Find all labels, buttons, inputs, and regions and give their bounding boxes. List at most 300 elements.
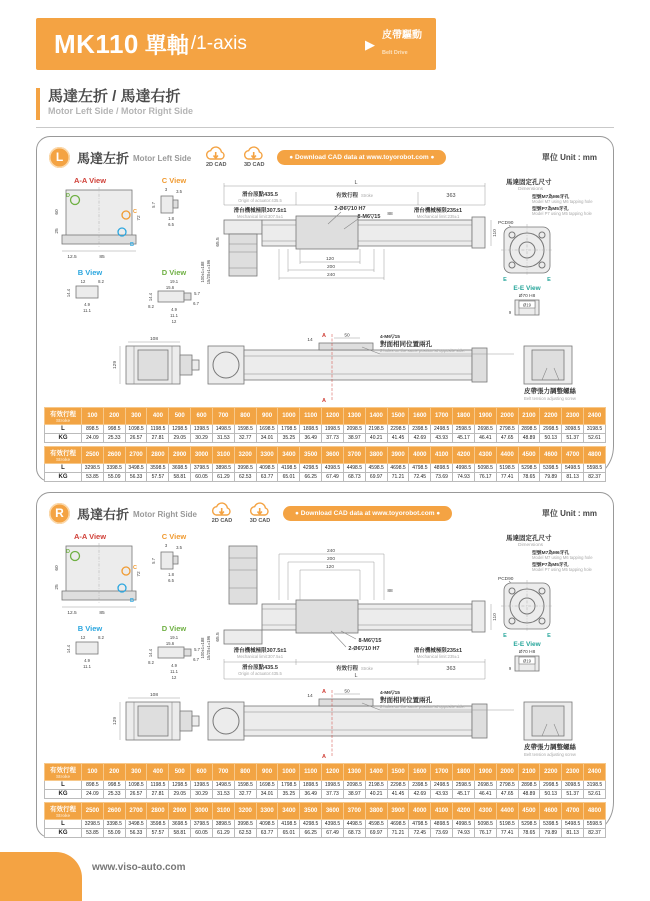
value-cell: 57.57 bbox=[147, 473, 169, 482]
value-cell: 42.69 bbox=[409, 790, 431, 799]
value-cell: 34.01 bbox=[256, 790, 278, 799]
panel-right-header bbox=[37, 493, 613, 527]
svg-text:對面相同位置兩孔: 對面相同位置兩孔 bbox=[380, 341, 432, 348]
value-cell: 35.25 bbox=[278, 790, 300, 799]
svg-text:129: 129 bbox=[113, 716, 118, 726]
value-cell: 4298.5 bbox=[300, 820, 322, 829]
section-marker-a: A bbox=[322, 689, 326, 695]
value-cell: 77.41 bbox=[496, 473, 518, 482]
svg-text:9: 9 bbox=[508, 310, 512, 315]
value-cell: 40.21 bbox=[365, 434, 387, 443]
value-cell: 4798.5 bbox=[409, 464, 431, 473]
e-marker: E bbox=[503, 633, 507, 639]
value-cell: 2798.5 bbox=[496, 425, 518, 434]
stroke-column-header: 4500 bbox=[518, 447, 540, 464]
svg-text:8.2: 8.2 bbox=[98, 635, 104, 640]
svg-text:50: 50 bbox=[344, 689, 350, 695]
stroke-column-header: 400 bbox=[147, 408, 169, 425]
svg-text:110: 110 bbox=[493, 229, 498, 237]
cad-2d-label: 2D CAD bbox=[205, 162, 227, 168]
stroke-column-header: 4000 bbox=[409, 447, 431, 464]
value-cell: 27.81 bbox=[147, 790, 169, 799]
value-cell: 52.61 bbox=[584, 790, 606, 799]
value-cell: 65.01 bbox=[278, 829, 300, 838]
unit-label: 單位 Unit : mm bbox=[541, 508, 597, 518]
stroke-column-header: 4700 bbox=[562, 447, 584, 464]
value-cell: 58.81 bbox=[169, 473, 191, 482]
svg-text:Model M7 using M6 tapping hole: Model M7 using M6 tapping hole bbox=[532, 199, 593, 204]
e-marker: E bbox=[503, 277, 507, 283]
value-cell: 47.65 bbox=[496, 434, 518, 443]
svg-text:B View: B View bbox=[77, 268, 103, 277]
value-cell: 72.45 bbox=[409, 829, 431, 838]
svg-text:12.5: 12.5 bbox=[67, 611, 77, 616]
value-cell: 1198.5 bbox=[147, 781, 169, 790]
svg-text:3.5: 3.5 bbox=[176, 189, 182, 194]
motor-left-main-drawing bbox=[38, 172, 612, 330]
value-cell: 4998.5 bbox=[453, 820, 475, 829]
svg-text:85: 85 bbox=[99, 611, 105, 616]
svg-text:88: 88 bbox=[387, 589, 393, 594]
value-cell: 3198.5 bbox=[584, 781, 606, 790]
unit-label: 單位 Unit : mm bbox=[541, 152, 597, 162]
svg-text:6.5: 6.5 bbox=[168, 222, 174, 227]
value-cell: 35.25 bbox=[278, 434, 300, 443]
value-cell: 2098.5 bbox=[343, 425, 365, 434]
value-cell: 71.21 bbox=[387, 829, 409, 838]
stroke-column-header: 1700 bbox=[431, 408, 453, 425]
stroke-column-header: 3800 bbox=[365, 447, 387, 464]
marker-b: B bbox=[130, 242, 134, 248]
row-label: KG bbox=[45, 434, 82, 443]
value-cell: 25.33 bbox=[103, 790, 125, 799]
value-cell: 47.65 bbox=[496, 790, 518, 799]
footer-url: www.viso-auto.com bbox=[92, 862, 186, 873]
stroke-header-cell: 有效行程 Stroke bbox=[45, 764, 82, 781]
stroke-column-header: 1400 bbox=[365, 408, 387, 425]
value-cell: 32.77 bbox=[234, 434, 256, 443]
value-cell: 4998.5 bbox=[453, 464, 475, 473]
svg-text:72: 72 bbox=[137, 571, 142, 577]
value-cell: 79.89 bbox=[540, 829, 562, 838]
svg-text:25: 25 bbox=[55, 584, 60, 590]
value-cell: 4798.5 bbox=[409, 820, 431, 829]
svg-text:108: 108 bbox=[149, 337, 159, 342]
row-label: L bbox=[45, 820, 82, 829]
stroke-column-header: 2500 bbox=[82, 803, 104, 820]
svg-text:14: 14 bbox=[307, 338, 313, 343]
cloud-download-icon bbox=[203, 146, 229, 163]
svg-text:PCD90: PCD90 bbox=[498, 221, 514, 226]
stroke-column-header: 1400 bbox=[365, 764, 387, 781]
svg-text:108: 108 bbox=[149, 693, 159, 698]
belt-tension-view bbox=[524, 346, 577, 401]
svg-text:A-A View: A-A View bbox=[73, 532, 107, 541]
value-cell: 3398.5 bbox=[103, 820, 125, 829]
svg-text:100±1=188: 100±1=188 bbox=[200, 637, 205, 659]
svg-text:6.7: 6.7 bbox=[193, 657, 199, 662]
value-cell: 1398.5 bbox=[191, 425, 213, 434]
value-cell: 71.21 bbox=[387, 473, 409, 482]
value-cell: 1498.5 bbox=[212, 425, 234, 434]
value-cell: 4598.5 bbox=[365, 464, 387, 473]
value-cell: 2498.5 bbox=[431, 781, 453, 790]
stroke-table-1 bbox=[44, 763, 606, 799]
value-cell: 78.65 bbox=[518, 829, 540, 838]
stroke-column-header: 4400 bbox=[496, 803, 518, 820]
value-cell: 5198.5 bbox=[496, 464, 518, 473]
svg-text:皮帶張力調整螺絲: 皮帶張力調整螺絲 bbox=[524, 388, 576, 395]
marker-b: B bbox=[130, 598, 134, 604]
svg-text:5.7: 5.7 bbox=[194, 291, 200, 296]
aa-view bbox=[54, 176, 142, 260]
value-cell: 38.97 bbox=[343, 434, 365, 443]
svg-text:3.5: 3.5 bbox=[176, 545, 182, 550]
value-cell: 2598.5 bbox=[453, 781, 475, 790]
svg-text:11.1: 11.1 bbox=[83, 308, 91, 313]
stroke-column-header: 500 bbox=[169, 764, 191, 781]
stroke-column-header: 2700 bbox=[125, 447, 147, 464]
arrow-icon: ▶ bbox=[365, 36, 375, 52]
drive-type-en: Belt Drive bbox=[382, 49, 408, 56]
table-row bbox=[45, 473, 606, 482]
value-cell: 4898.5 bbox=[431, 464, 453, 473]
stroke-column-header: 900 bbox=[256, 764, 278, 781]
value-cell: 1398.5 bbox=[191, 781, 213, 790]
value-cell: 69.97 bbox=[365, 829, 387, 838]
value-cell: 61.29 bbox=[212, 473, 234, 482]
table-row bbox=[45, 781, 606, 790]
value-cell: 30.29 bbox=[191, 434, 213, 443]
value-cell: 31.53 bbox=[212, 434, 234, 443]
value-cell: 48.89 bbox=[518, 434, 540, 443]
value-cell: 29.05 bbox=[169, 434, 191, 443]
value-cell: 5198.5 bbox=[496, 820, 518, 829]
b-view bbox=[66, 268, 105, 313]
table-row bbox=[45, 434, 606, 443]
svg-text:15.6: 15.6 bbox=[165, 285, 175, 290]
value-cell: 66.25 bbox=[300, 829, 322, 838]
stroke-column-header: 500 bbox=[169, 408, 191, 425]
value-cell: 3698.5 bbox=[169, 464, 191, 473]
cad-3d-button[interactable] bbox=[247, 502, 273, 524]
svg-text:15/20±1=196: 15/20±1=196 bbox=[206, 259, 211, 285]
cad-2d-button[interactable] bbox=[203, 146, 229, 168]
value-cell: 65.01 bbox=[278, 473, 300, 482]
stroke-column-header: 1800 bbox=[453, 764, 475, 781]
svg-text:50: 50 bbox=[344, 333, 350, 339]
download-cad-link[interactable]: ● Download CAD data at www.toyorobot.com ● bbox=[277, 150, 446, 165]
stroke-column-header: 1200 bbox=[322, 408, 344, 425]
value-cell: 38.97 bbox=[343, 790, 365, 799]
stroke-column-header: 4800 bbox=[584, 803, 606, 820]
stroke-column-header: 2700 bbox=[125, 803, 147, 820]
svg-text:240: 240 bbox=[326, 273, 336, 278]
stroke-column-header: 200 bbox=[103, 764, 125, 781]
value-cell: 82.37 bbox=[584, 829, 606, 838]
svg-text:2 holes on the same position a: 2 holes on the same position at opposite side. bbox=[380, 704, 465, 709]
value-cell: 4398.5 bbox=[322, 820, 344, 829]
svg-text:8.2: 8.2 bbox=[148, 660, 154, 665]
value-cell: 36.49 bbox=[300, 790, 322, 799]
stroke-column-header: 600 bbox=[191, 408, 213, 425]
svg-text:15/20±1=196: 15/20±1=196 bbox=[206, 635, 211, 661]
stroke-column-header: 1200 bbox=[322, 764, 344, 781]
opposite-holes-note bbox=[362, 334, 514, 354]
motor-left-side-drawing bbox=[38, 330, 612, 404]
value-cell: 1098.5 bbox=[125, 781, 147, 790]
stroke-column-header: 3200 bbox=[234, 803, 256, 820]
value-cell: 2198.5 bbox=[365, 425, 387, 434]
value-cell: 3298.5 bbox=[82, 464, 104, 473]
value-cell: 2098.5 bbox=[343, 781, 365, 790]
value-cell: 78.65 bbox=[518, 473, 540, 482]
stroke-column-header: 3500 bbox=[300, 803, 322, 820]
value-cell: 1498.5 bbox=[212, 781, 234, 790]
value-cell: 68.73 bbox=[343, 473, 365, 482]
svg-text:12.5: 12.5 bbox=[67, 255, 77, 260]
value-cell: 3098.5 bbox=[562, 425, 584, 434]
drive-type-zh: 皮帶驅動 bbox=[382, 29, 422, 41]
stroke-column-header: 300 bbox=[125, 408, 147, 425]
value-cell: 4698.5 bbox=[387, 464, 409, 473]
value-cell: 45.17 bbox=[453, 790, 475, 799]
cloud-download-icon bbox=[241, 146, 267, 163]
value-cell: 4398.5 bbox=[322, 464, 344, 473]
svg-text:15.6: 15.6 bbox=[165, 641, 175, 646]
value-cell: 69.97 bbox=[365, 473, 387, 482]
section-marker-a: A bbox=[322, 754, 326, 760]
c-view bbox=[151, 176, 186, 227]
svg-text:Ø19: Ø19 bbox=[523, 302, 531, 308]
svg-text:3: 3 bbox=[164, 187, 168, 192]
svg-text:110: 110 bbox=[493, 613, 498, 621]
stroke-column-header: 3900 bbox=[387, 803, 409, 820]
value-cell: 1098.5 bbox=[125, 425, 147, 434]
stroke-column-header: 1900 bbox=[474, 764, 496, 781]
svg-text:型號M7為M6牙孔: 型號M7為M6牙孔 bbox=[532, 195, 570, 200]
stroke-column-header: 3700 bbox=[343, 447, 365, 464]
value-cell: 67.49 bbox=[322, 829, 344, 838]
row-label: KG bbox=[45, 790, 82, 799]
svg-text:滑台機械極限235±1: 滑台機械極限235±1 bbox=[413, 648, 463, 654]
svg-text:8.2: 8.2 bbox=[148, 304, 154, 309]
value-cell: 2398.5 bbox=[409, 781, 431, 790]
svg-text:Model M7 using M6 tapping hole: Model M7 using M6 tapping hole bbox=[532, 555, 593, 560]
e-marker: E bbox=[547, 277, 551, 283]
value-cell: 3998.5 bbox=[234, 820, 256, 829]
stroke-column-header: 1300 bbox=[343, 408, 365, 425]
stroke-column-header: 1600 bbox=[409, 408, 431, 425]
svg-text:Model P7 using M5 tapping hole: Model P7 using M5 tapping hole bbox=[532, 567, 592, 572]
svg-text:滑台機械極限307.5±1: 滑台機械極限307.5±1 bbox=[233, 208, 287, 214]
stroke-column-header: 2800 bbox=[147, 803, 169, 820]
svg-text:L: L bbox=[354, 180, 358, 186]
svg-text:129: 129 bbox=[113, 360, 118, 370]
value-cell: 31.53 bbox=[212, 790, 234, 799]
svg-text:25: 25 bbox=[55, 228, 60, 234]
svg-text:14.4: 14.4 bbox=[148, 648, 153, 658]
value-cell: 2898.5 bbox=[518, 781, 540, 790]
svg-text:8-M6▽15: 8-M6▽15 bbox=[358, 638, 382, 644]
value-cell: 81.13 bbox=[562, 829, 584, 838]
value-cell: 3998.5 bbox=[234, 464, 256, 473]
value-cell: 37.73 bbox=[322, 790, 344, 799]
stroke-header-cell: 有效行程 Stroke bbox=[45, 447, 82, 464]
stroke-column-header: 4800 bbox=[584, 447, 606, 464]
stroke-column-header: 3600 bbox=[322, 447, 344, 464]
section-marker-a: A bbox=[322, 398, 326, 404]
value-cell: 76.17 bbox=[474, 829, 496, 838]
panel-left-header bbox=[37, 137, 613, 171]
value-cell: 1898.5 bbox=[300, 425, 322, 434]
value-cell: 2998.5 bbox=[540, 781, 562, 790]
value-cell: 73.69 bbox=[431, 473, 453, 482]
svg-text:14.4: 14.4 bbox=[66, 644, 71, 654]
value-cell: 898.5 bbox=[82, 781, 104, 790]
stroke-column-header: 2300 bbox=[562, 764, 584, 781]
svg-text:E-E View: E-E View bbox=[513, 285, 541, 292]
download-cad-link[interactable]: ● Download CAD data at www.toyorobot.com ● bbox=[283, 506, 452, 521]
value-cell: 60.05 bbox=[191, 473, 213, 482]
stroke-column-header: 2000 bbox=[496, 408, 518, 425]
stroke-column-header: 4100 bbox=[431, 803, 453, 820]
value-cell: 3598.5 bbox=[147, 464, 169, 473]
value-cell: 3398.5 bbox=[103, 464, 125, 473]
value-cell: 37.73 bbox=[322, 434, 344, 443]
svg-text:Model P7 using M5 tapping hole: Model P7 using M5 tapping hole bbox=[532, 211, 592, 216]
value-cell: 998.5 bbox=[103, 781, 125, 790]
value-cell: 4198.5 bbox=[278, 464, 300, 473]
svg-text:Mechanical limit:235±1: Mechanical limit:235±1 bbox=[416, 654, 460, 659]
stroke-column-header: 2400 bbox=[584, 408, 606, 425]
stroke-column-header: 4400 bbox=[496, 447, 518, 464]
stroke-header-cell: 有效行程 Stroke bbox=[45, 803, 82, 820]
stroke-column-header: 3800 bbox=[365, 803, 387, 820]
stroke-column-header: 2600 bbox=[103, 447, 125, 464]
value-cell: 3298.5 bbox=[82, 820, 104, 829]
value-cell: 5298.5 bbox=[518, 464, 540, 473]
value-cell: 998.5 bbox=[103, 425, 125, 434]
cad-2d-label: 2D CAD bbox=[211, 518, 233, 524]
value-cell: 25.33 bbox=[103, 434, 125, 443]
b-view bbox=[66, 624, 105, 669]
value-cell: 56.33 bbox=[125, 829, 147, 838]
value-cell: 30.29 bbox=[191, 790, 213, 799]
value-cell: 45.17 bbox=[453, 434, 475, 443]
value-cell: 2898.5 bbox=[518, 425, 540, 434]
stroke-column-header: 4700 bbox=[562, 803, 584, 820]
svg-text:11.1: 11.1 bbox=[170, 313, 178, 318]
value-cell: 1998.5 bbox=[322, 781, 344, 790]
value-cell: 36.49 bbox=[300, 434, 322, 443]
svg-text:2 holes on the same position a: 2 holes on the same position at opposite side. bbox=[380, 348, 465, 353]
stroke-column-header: 3600 bbox=[322, 803, 344, 820]
stroke-column-header: 4600 bbox=[540, 447, 562, 464]
row-label: KG bbox=[45, 473, 82, 482]
value-cell: 4598.5 bbox=[365, 820, 387, 829]
row-label: L bbox=[45, 781, 82, 790]
motor-side-view bbox=[112, 336, 199, 384]
table-row bbox=[45, 829, 606, 838]
d-view bbox=[148, 268, 201, 324]
belt-drive-badge bbox=[365, 30, 422, 59]
main-assembly-view bbox=[200, 180, 498, 284]
value-cell: 56.33 bbox=[125, 473, 147, 482]
stroke-column-header: 4600 bbox=[540, 803, 562, 820]
value-cell: 5498.5 bbox=[562, 820, 584, 829]
badge-left: L bbox=[49, 147, 70, 168]
svg-text:對面相同位置兩孔: 對面相同位置兩孔 bbox=[380, 697, 432, 704]
stroke-column-header: 4000 bbox=[409, 803, 431, 820]
svg-text:B View: B View bbox=[77, 624, 103, 633]
motor-side-view bbox=[112, 692, 199, 740]
value-cell: 4498.5 bbox=[343, 820, 365, 829]
stroke-column-header: 1000 bbox=[278, 408, 300, 425]
svg-text:PCD90: PCD90 bbox=[498, 577, 514, 582]
value-cell: 73.69 bbox=[431, 829, 453, 838]
rail-top-view bbox=[208, 689, 487, 761]
belt-tension-view bbox=[524, 702, 577, 757]
stroke-column-header: 3400 bbox=[278, 803, 300, 820]
cad-3d-button[interactable] bbox=[241, 146, 267, 168]
svg-text:Origin of actuator:435.5: Origin of actuator:435.5 bbox=[238, 671, 282, 676]
stroke-column-header: 1600 bbox=[409, 764, 431, 781]
motor-right-side-drawing bbox=[38, 686, 612, 760]
value-cell: 1598.5 bbox=[234, 425, 256, 434]
svg-text:12: 12 bbox=[80, 279, 86, 284]
svg-text:12: 12 bbox=[171, 319, 177, 324]
svg-text:120: 120 bbox=[325, 257, 335, 262]
stroke-column-header: 3300 bbox=[256, 447, 278, 464]
svg-text:Dimensions: Dimensions bbox=[518, 543, 544, 548]
row-label: L bbox=[45, 425, 82, 434]
svg-text:3: 3 bbox=[164, 543, 168, 548]
svg-text:4.9: 4.9 bbox=[84, 302, 90, 307]
svg-text:240: 240 bbox=[326, 549, 336, 554]
value-cell: 3898.5 bbox=[212, 820, 234, 829]
svg-text:滑台機械極限235±1: 滑台機械極限235±1 bbox=[413, 208, 463, 214]
svg-text:1.8: 1.8 bbox=[168, 572, 174, 577]
value-cell: 2798.5 bbox=[496, 781, 518, 790]
svg-text:6.5: 6.5 bbox=[168, 578, 174, 583]
value-cell: 2998.5 bbox=[540, 425, 562, 434]
cad-2d-button[interactable] bbox=[209, 502, 235, 524]
value-cell: 82.37 bbox=[584, 473, 606, 482]
value-cell: 27.81 bbox=[147, 434, 169, 443]
stroke-column-header: 2300 bbox=[562, 408, 584, 425]
stroke-column-header: 3200 bbox=[234, 447, 256, 464]
panel-left-title-en: Motor Left Side bbox=[133, 154, 192, 163]
svg-text:11.1: 11.1 bbox=[170, 669, 178, 674]
stroke-column-header: 2400 bbox=[584, 764, 606, 781]
svg-text:C View: C View bbox=[161, 176, 187, 185]
stroke-column-header: 1500 bbox=[387, 408, 409, 425]
stroke-column-header: 700 bbox=[212, 408, 234, 425]
value-cell: 63.77 bbox=[256, 473, 278, 482]
value-cell: 2298.5 bbox=[387, 425, 409, 434]
value-cell: 29.05 bbox=[169, 790, 191, 799]
value-cell: 34.01 bbox=[256, 434, 278, 443]
value-cell: 51.37 bbox=[562, 790, 584, 799]
panel-motor-left bbox=[36, 136, 614, 482]
stroke-column-header: 300 bbox=[125, 764, 147, 781]
svg-text:L: L bbox=[354, 673, 358, 679]
value-cell: 3798.5 bbox=[191, 464, 213, 473]
opposite-holes-note bbox=[362, 690, 514, 710]
stroke-column-header: 4500 bbox=[518, 803, 540, 820]
panel-right-title-en: Motor Right Side bbox=[133, 510, 198, 519]
